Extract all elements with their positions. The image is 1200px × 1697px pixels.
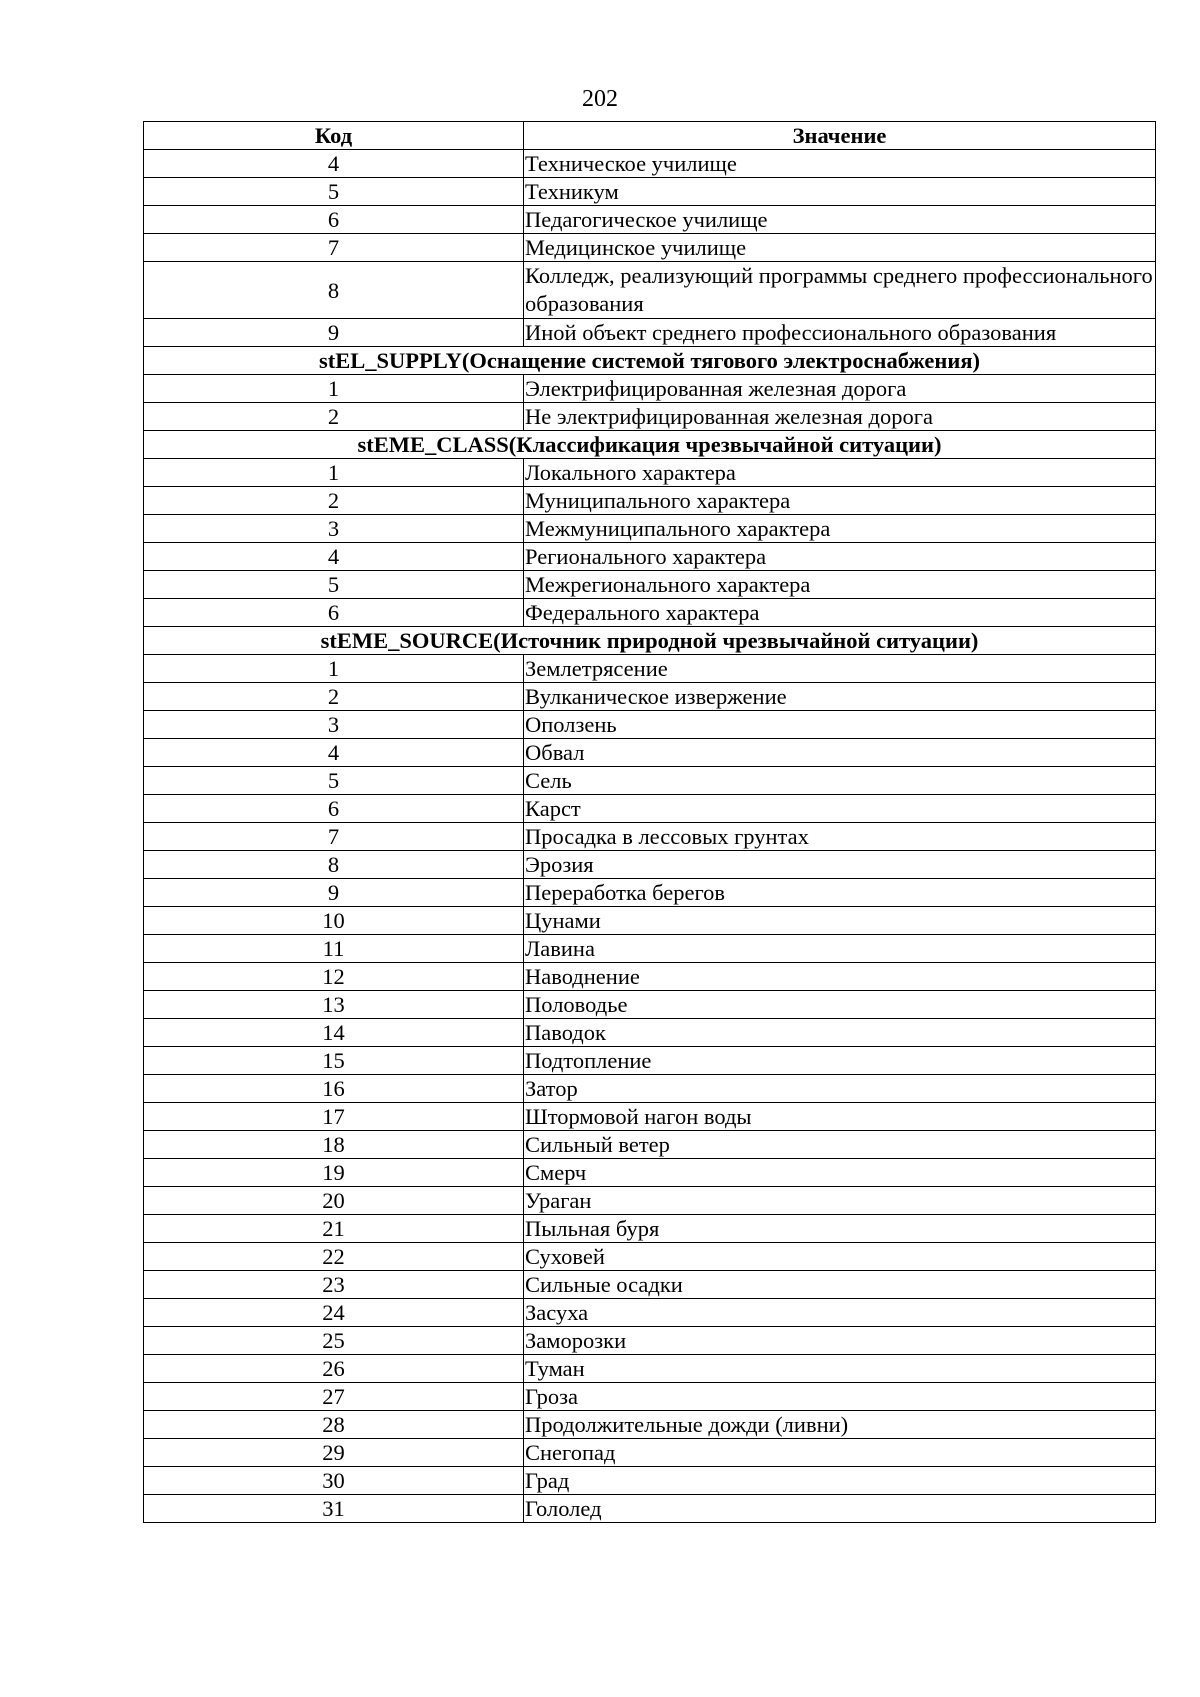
table-row [144,1103,1156,1131]
code-cell: 31 [144,1495,524,1523]
code-cell: 5 [144,767,524,795]
table-row [144,1411,1156,1439]
code-cell: 5 [144,571,524,599]
code-cell: 4 [144,543,524,571]
value-cell: Гроза [524,1383,1156,1411]
code-cell: 4 [144,739,524,767]
value-cell: Смерч [524,1159,1156,1187]
value-cell: Сильные осадки [524,1271,1156,1299]
page-number: 202 [582,86,618,112]
value-cell: Регионального характера [524,543,1156,571]
code-cell: 24 [144,1299,524,1327]
value-cell: Техникум [524,178,1156,206]
code-cell: 8 [144,262,524,319]
table-row [144,459,1156,487]
code-cell: 10 [144,907,524,935]
value-cell: Колледж, реализующий программы среднего профессионального образования [524,262,1156,319]
code-cell: 29 [144,1439,524,1467]
code-cell: 11 [144,935,524,963]
value-cell: Град [524,1467,1156,1495]
table-row [144,1075,1156,1103]
code-cell: 6 [144,206,524,234]
header-value: Значение [524,122,1156,150]
header-code: Код [144,122,524,150]
table-row [144,543,1156,571]
table-row [144,1355,1156,1383]
value-cell: Переработка берегов [524,879,1156,907]
table-row [144,1131,1156,1159]
table-row [144,991,1156,1019]
code-cell: 30 [144,1467,524,1495]
table-row [144,375,1156,403]
code-cell: 13 [144,991,524,1019]
code-cell: 9 [144,879,524,907]
value-cell: Сильный ветер [524,1131,1156,1159]
table-row [144,262,1156,319]
value-cell: Землетрясение [524,655,1156,683]
table-header-row [144,122,1156,150]
table-body [144,150,1156,1523]
table-row [144,823,1156,851]
value-cell: Карст [524,795,1156,823]
value-cell: Затор [524,1075,1156,1103]
value-cell: Межрегионального характера [524,571,1156,599]
code-cell: 2 [144,403,524,431]
code-cell: 2 [144,683,524,711]
value-cell: Туман [524,1355,1156,1383]
code-table [143,121,1156,1523]
section-title: stEL_SUPPLY(Оснащение системой тягового электроснабжения) [144,347,1156,375]
value-cell: Суховей [524,1243,1156,1271]
value-cell: Штормовой нагон воды [524,1103,1156,1131]
table-row [144,1215,1156,1243]
code-cell: 1 [144,459,524,487]
value-cell: Оползень [524,711,1156,739]
table-row [144,178,1156,206]
table-row [144,1187,1156,1215]
table-row [144,1299,1156,1327]
value-cell: Муниципального характера [524,487,1156,515]
section-title: stEME_SOURCE(Источник природной чрезвычайной ситуации) [144,627,1156,655]
code-cell: 9 [144,319,524,347]
code-cell: 25 [144,1327,524,1355]
code-cell: 6 [144,795,524,823]
table-row [144,739,1156,767]
value-cell: Половодье [524,991,1156,1019]
code-cell: 19 [144,1159,524,1187]
table-row [144,935,1156,963]
table-row [144,683,1156,711]
value-cell: Не электрифицированная железная дорога [524,403,1156,431]
table-row [144,1047,1156,1075]
code-cell: 27 [144,1383,524,1411]
code-cell: 7 [144,234,524,262]
section-row [144,431,1156,459]
value-cell: Паводок [524,1019,1156,1047]
value-cell: Вулканическое извержение [524,683,1156,711]
table-row [144,795,1156,823]
value-cell: Наводнение [524,963,1156,991]
code-cell: 14 [144,1019,524,1047]
table-row [144,711,1156,739]
table-row [144,487,1156,515]
value-cell: Подтопление [524,1047,1156,1075]
table-row [144,1327,1156,1355]
value-cell: Засуха [524,1299,1156,1327]
code-cell: 22 [144,1243,524,1271]
table-row [144,655,1156,683]
table-row [144,851,1156,879]
code-cell: 16 [144,1075,524,1103]
table-row [144,767,1156,795]
value-cell: Продолжительные дожди (ливни) [524,1411,1156,1439]
value-cell: Федерального характера [524,599,1156,627]
table-row [144,319,1156,347]
code-cell: 5 [144,178,524,206]
value-cell: Иной объект среднего профессионального образования [524,319,1156,347]
table-row [144,1439,1156,1467]
value-cell: Снегопад [524,1439,1156,1467]
value-cell: Просадка в лессовых грунтах [524,823,1156,851]
value-cell: Педагогическое училище [524,206,1156,234]
value-cell: Лавина [524,935,1156,963]
code-cell: 7 [144,823,524,851]
value-cell: Гололед [524,1495,1156,1523]
code-cell: 17 [144,1103,524,1131]
table-row [144,1159,1156,1187]
value-cell: Техническое училище [524,150,1156,178]
code-cell: 26 [144,1355,524,1383]
code-cell: 2 [144,487,524,515]
table-row [144,1019,1156,1047]
code-cell: 15 [144,1047,524,1075]
table-row [144,1495,1156,1523]
code-cell: 8 [144,851,524,879]
value-cell: Заморозки [524,1327,1156,1355]
table-row [144,1467,1156,1495]
code-cell: 23 [144,1271,524,1299]
value-cell: Обвал [524,739,1156,767]
table-row [144,879,1156,907]
table-row [144,599,1156,627]
table-row [144,963,1156,991]
code-cell: 3 [144,515,524,543]
table-row [144,515,1156,543]
table-row [144,1383,1156,1411]
value-cell: Локального характера [524,459,1156,487]
code-cell: 12 [144,963,524,991]
code-cell: 28 [144,1411,524,1439]
value-cell: Пыльная буря [524,1215,1156,1243]
value-cell: Сель [524,767,1156,795]
code-cell: 3 [144,711,524,739]
table-row [144,1271,1156,1299]
value-cell: Эрозия [524,851,1156,879]
section-title: stEME_CLASS(Классификация чрезвычайной ситуации) [144,431,1156,459]
value-cell: Межмуниципального характера [524,515,1156,543]
value-cell: Ураган [524,1187,1156,1215]
table-row [144,907,1156,935]
section-row [144,347,1156,375]
table-row [144,150,1156,178]
table-row [144,234,1156,262]
code-cell: 4 [144,150,524,178]
code-cell: 1 [144,655,524,683]
code-cell: 18 [144,1131,524,1159]
code-cell: 20 [144,1187,524,1215]
code-cell: 21 [144,1215,524,1243]
table-row [144,206,1156,234]
section-row [144,627,1156,655]
value-cell: Электрифицированная железная дорога [524,375,1156,403]
code-cell: 1 [144,375,524,403]
table-row [144,1243,1156,1271]
code-cell: 6 [144,599,524,627]
value-cell: Медицинское училище [524,234,1156,262]
value-cell: Цунами [524,907,1156,935]
table-row [144,571,1156,599]
table-row [144,403,1156,431]
